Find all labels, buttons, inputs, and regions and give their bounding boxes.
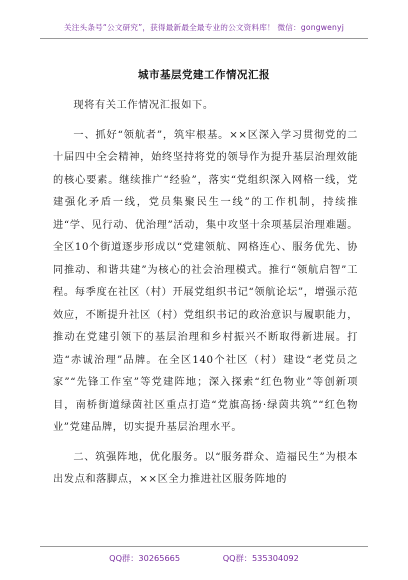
- header-divider: [40, 38, 368, 39]
- intro-paragraph: 现将有关工作情况汇报如下。: [73, 100, 214, 111]
- footer-qq-group-1: QQ群：30265665: [109, 553, 181, 563]
- footer-divider: [40, 546, 368, 547]
- document-title: 城市基层党建工作情况汇报: [138, 69, 270, 81]
- footer-qq-group-2: QQ群：535304092: [222, 553, 299, 563]
- section-one-paragraph: 一、抓好“领航者”，筑牢根基。××区深入学习贯彻党的二十届四中全会精神，始终坚持将党的领导作为提升基层治理效能的核心要素。继续推广“经验”，落实“党组织深入网格一线，党建强化矛盾一线，党员集聚民生一线”的工作机制，持续推进“学、见行动、优治理”活动，集中攻坚十余项基层治理难题。全区10个街道逐步形成以“党建领航、网格连心、服务优先、协同推动、和谐共建”为核心的社会治理模式。推行“领航启智”工程。每季度在社区（村）开展党组织书记“领航论坛”，增强示范效应，不断提升社区（村）党组织书记的政治意识与履职能力，推动在党建引领下的基层治理和乡村振兴不断取得新进展。打造“赤诚治理”品牌。在全区140个社区（村）建设“老党员之家”“先锋工作室”等党建阵地；深入探索“红色物业”等创新项目，南桥街道绿茵社区重点打造“党旗高扬·绿茵共筑”“红色物业”党建品牌，切实提升基层治理水平。: [53, 129, 358, 433]
- document-body: [53, 95, 358, 492]
- footer: [0, 553, 408, 564]
- section-two-paragraph: 二、筑强阵地，优化服务。以“服务群众、造福民生”为根本出发点和落脚点，××区全力推进社区服务阵地的: [53, 451, 358, 485]
- header-note: 关注头条号“公文研究”，获得最新最全最专业的公文资料库！ 微信：gongwenyj: [63, 23, 345, 32]
